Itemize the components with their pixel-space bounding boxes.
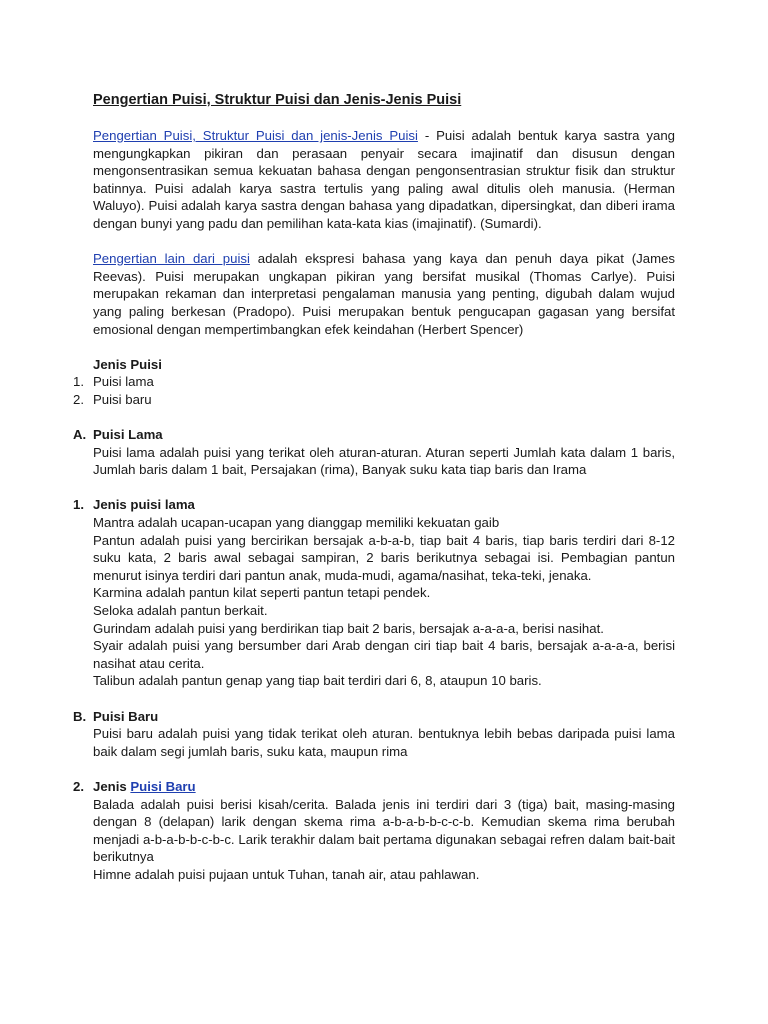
new-type-himne: Himne adalah puisi pujaan untuk Tuhan, tanah air, atau pahlawan. xyxy=(93,866,480,882)
old-types-heading xyxy=(73,496,675,514)
section-a-heading xyxy=(73,426,675,444)
intro-text: - Puisi adalah bentuk karya sastra yang mengungkapkan pikiran dan perasaan penyair secara imajinatif dan disusun dengan mengonsentrasikan semua kekuatan bahasa dengan pengonsentrasian struktur fisik dan struktur batinnya. Puisi adalah karya sastra tertulis yang paling awal ditulis oleh manusia. (Herman Waluyo). Puisi adalah karya sastra dengan bahasa yang dipadatkan, dipersingkat, dan diberi irama dengan bunyi yang padu dan pemilihan kata-kata kias (imajinatif). (Sumardi). xyxy=(93,128,675,231)
types-item xyxy=(73,373,675,391)
intro-link[interactable]: Pengertian Puisi, Struktur Puisi dan jenis-Jenis Puisi xyxy=(93,128,418,143)
new-type-balada: Balada adalah puisi berisi kisah/cerita. Balada jenis ini terdiri dari 3 (tiga) bait, masing-masing dengan 8 (delapan) larik dengan skema rima a-b-a-b-b-c-c-b. Kemudian skema rima berubah menjadi a-b-a-b-b-c-b-c. Larik terakhir dalam bait pertama digunakan sebagai refren dalam bait-bait berikutnya xyxy=(93,796,675,865)
other-definitions-text: adalah ekspresi bahasa yang kaya dan penuh daya pikat (James Reevas). Puisi merupakan ungkapan pikiran yang bersifat musikal (Thomas Carlye). Puisi merupakan rekaman dan interpretasi pengalaman manusia yang penting, digubah dalam wujud yang paling berkesan (Pradopo). Puisi merupakan bentuk pengucapan gagasan yang bersifat emosional dengan mempertimbangkan efek keindahan (Herbert Spencer) xyxy=(93,251,675,337)
types-item-number: 2. xyxy=(73,391,84,407)
old-type-talibun: Talibun adalah pantun genap yang tiap bait terdiri dari 6, 8, ataupun 10 baris. xyxy=(93,673,542,689)
types-item-label: Puisi baru xyxy=(93,391,152,407)
new-types-heading xyxy=(73,778,675,796)
section-a-marker: A. xyxy=(73,427,87,443)
old-types-title: Jenis puisi lama xyxy=(93,497,195,513)
section-a-text: Puisi lama adalah puisi yang terikat oleh aturan-aturan. Aturan seperti Jumlah kata dalam 1 baris, Jumlah baris dalam 1 bait, Persajakan (rima), Banyak suku kata tiap baris dan Irama xyxy=(93,444,675,478)
types-heading: Jenis Puisi xyxy=(93,356,162,372)
old-type-pantun: Pantun adalah puisi yang bercirikan bersajak a-b-a-b, tiap bait 4 baris, tiap baris terdiri dari 8-12 suku kata, 2 baris awal sebagai sampiran, 2 baris berikutnya sebagai isi. Pembagian pantun menurut isinya terdiri dari pantun anak, muda-mudi, agama/nasihat, teka-teki, jenaka. xyxy=(93,532,675,583)
other-definitions-link[interactable]: Pengertian lain dari puisi xyxy=(93,251,250,267)
old-types-marker: 1. xyxy=(73,497,84,513)
other-definitions-paragraph xyxy=(93,250,675,338)
types-item xyxy=(73,391,675,409)
old-type-mantra: Mantra adalah ucapan-ucapan yang dianggap memiliki kekuatan gaib xyxy=(93,515,500,531)
page-title: Pengertian Puisi, Struktur Puisi dan Jenis-Jenis Puisi xyxy=(93,92,462,108)
new-types-marker: 2. xyxy=(73,778,84,794)
old-type-gurindam: Gurindam adalah puisi yang berdirikan tiap bait 2 baris, bersajak a-a-a-a, berisi nasihat. xyxy=(93,620,604,636)
new-types-prefix: Jenis xyxy=(93,778,131,794)
section-b-text: Puisi baru adalah puisi yang tidak terikat oleh aturan. bentuknya lebih bebas daripada puisi lama baik dalam segi jumlah baris, suku kata, maupun rima xyxy=(93,726,675,759)
intro-paragraph xyxy=(93,127,675,233)
section-b-marker: B. xyxy=(73,708,87,724)
section-b-heading xyxy=(73,708,675,726)
types-item-number: 1. xyxy=(73,374,84,390)
old-type-karmina: Karmina adalah pantun kilat seperti pantun tetapi pendek. xyxy=(93,585,431,601)
old-type-syair: Syair adalah puisi yang bersumber dari Arab dengan ciri tiap bait 4 baris, bersajak a-a-a-a, berisi nasihat atau cerita. xyxy=(93,638,675,671)
section-b-title: Puisi Baru xyxy=(93,708,159,724)
types-item-label: Puisi lama xyxy=(93,374,154,390)
old-type-seloka: Seloka adalah pantun berkait. xyxy=(93,603,268,619)
section-a-title: Puisi Lama xyxy=(93,427,163,443)
new-types-link[interactable]: Puisi Baru xyxy=(130,778,196,794)
